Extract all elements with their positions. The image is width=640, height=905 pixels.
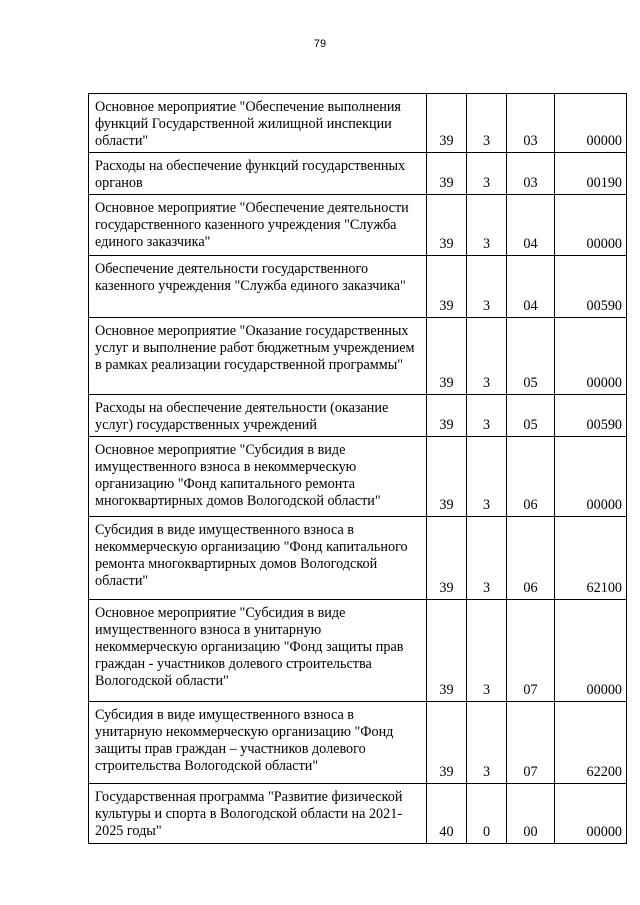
table-row xyxy=(89,94,627,153)
direction-code: 00000 xyxy=(555,195,627,256)
table-row xyxy=(89,395,627,437)
subprogram-code: 3 xyxy=(467,395,507,437)
direction-code: 00000 xyxy=(555,784,627,844)
direction-code: 00590 xyxy=(555,395,627,437)
program-code: 39 xyxy=(427,195,467,256)
subprogram-code: 3 xyxy=(467,702,507,784)
row-name: Основное мероприятие "Субсидия в виде имущественного взноса в некоммерческую организацию "Фонд капитального ремонта многоквартирных домов Вологодской области" xyxy=(89,437,427,517)
row-name: Основное мероприятие "Обеспечение деятельности государственного казенного учреждения "Служба единого заказчика" xyxy=(89,195,427,256)
direction-code: 00000 xyxy=(555,318,627,395)
program-code: 39 xyxy=(427,395,467,437)
program-code: 39 xyxy=(427,437,467,517)
direction-code: 00000 xyxy=(555,437,627,517)
program-code: 39 xyxy=(427,517,467,600)
subprogram-code: 3 xyxy=(467,437,507,517)
activity-code: 04 xyxy=(507,195,555,256)
activity-code: 07 xyxy=(507,600,555,702)
row-name: Основное мероприятие "Обеспечение выполнения функций Государственной жилищной инспекции области" xyxy=(89,94,427,153)
table-row xyxy=(89,437,627,517)
table-row xyxy=(89,600,627,702)
activity-code: 00 xyxy=(507,784,555,844)
row-name: Расходы на обеспечение деятельности (оказание услуг) государственных учреждений xyxy=(89,395,427,437)
table-row xyxy=(89,318,627,395)
table-row xyxy=(89,517,627,600)
subprogram-code: 3 xyxy=(467,318,507,395)
program-code: 39 xyxy=(427,256,467,318)
activity-code: 04 xyxy=(507,256,555,318)
subprogram-code: 0 xyxy=(467,784,507,844)
activity-code: 06 xyxy=(507,517,555,600)
direction-code: 62200 xyxy=(555,702,627,784)
direction-code: 00190 xyxy=(555,153,627,195)
subprogram-code: 3 xyxy=(467,256,507,318)
activity-code: 06 xyxy=(507,437,555,517)
table-row xyxy=(89,784,627,844)
row-name: Обеспечение деятельности государственного казенного учреждения "Служба единого заказчика" xyxy=(89,256,427,318)
subprogram-code: 3 xyxy=(467,94,507,153)
subprogram-code: 3 xyxy=(467,153,507,195)
activity-code: 05 xyxy=(507,395,555,437)
program-code: 39 xyxy=(427,318,467,395)
subprogram-code: 3 xyxy=(467,195,507,256)
program-code: 39 xyxy=(427,702,467,784)
row-name: Субсидия в виде имущественного взноса в некоммерческую организацию "Фонд капитального ремонта многоквартирных домов Вологодской области" xyxy=(89,517,427,600)
page-number: 79 xyxy=(313,38,327,50)
row-name: Субсидия в виде имущественного взноса в унитарную некоммерческую организацию "Фонд защиты прав граждан – участников долевого строительства Вологодской области" xyxy=(89,702,427,784)
subprogram-code: 3 xyxy=(467,517,507,600)
direction-code: 62100 xyxy=(555,517,627,600)
budget-table xyxy=(88,93,627,844)
activity-code: 03 xyxy=(507,153,555,195)
row-name: Основное мероприятие "Субсидия в виде имущественного взноса в унитарную некоммерческую организацию "Фонд защиты прав граждан - участников долевого строительства Вологодской области" xyxy=(89,600,427,702)
row-name: Расходы на обеспечение функций государственных органов xyxy=(89,153,427,195)
direction-code: 00000 xyxy=(555,94,627,153)
program-code: 39 xyxy=(427,600,467,702)
direction-code: 00000 xyxy=(555,600,627,702)
subprogram-code: 3 xyxy=(467,600,507,702)
direction-code: 00590 xyxy=(555,256,627,318)
table-row xyxy=(89,256,627,318)
activity-code: 05 xyxy=(507,318,555,395)
activity-code: 07 xyxy=(507,702,555,784)
row-name: Государственная программа "Развитие физической культуры и спорта в Вологодской области на 2021-2025 годы" xyxy=(89,784,427,844)
program-code: 40 xyxy=(427,784,467,844)
table-row xyxy=(89,153,627,195)
table-row xyxy=(89,702,627,784)
program-code: 39 xyxy=(427,153,467,195)
activity-code: 03 xyxy=(507,94,555,153)
program-code: 39 xyxy=(427,94,467,153)
row-name: Основное мероприятие "Оказание государственных услуг и выполнение работ бюджетным учреждением в рамках реализации государственной программы" xyxy=(89,318,427,395)
table-row xyxy=(89,195,627,256)
